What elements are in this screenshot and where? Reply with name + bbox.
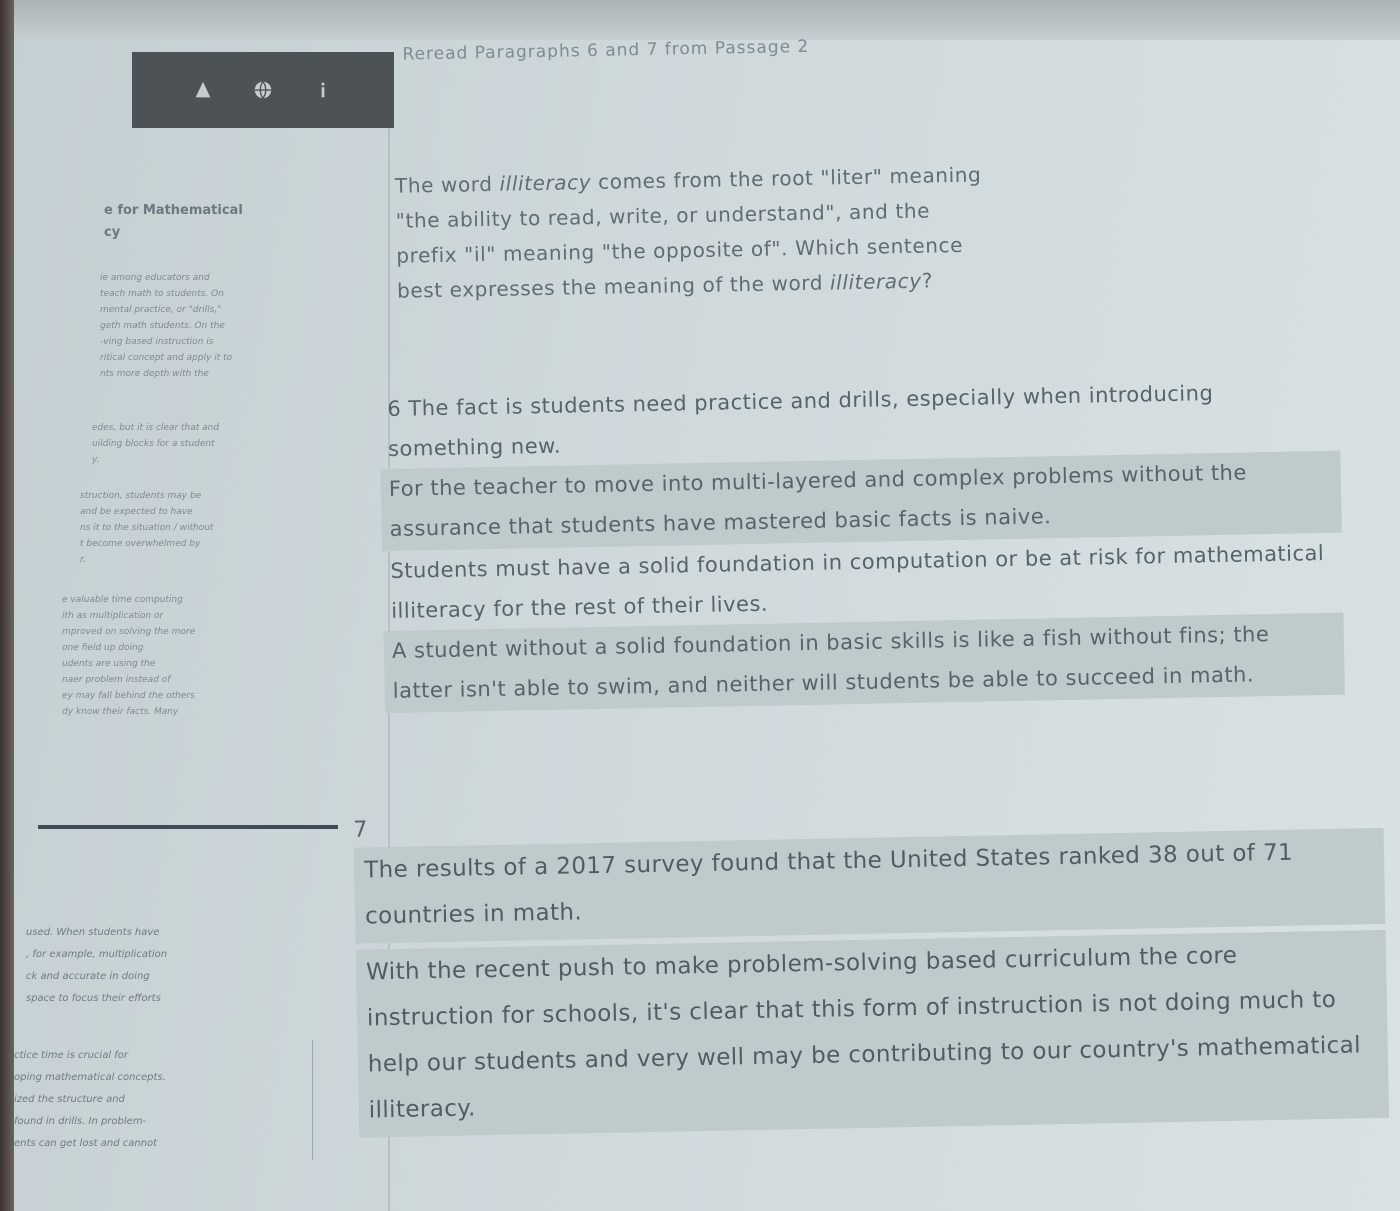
answer-sentence-3[interactable]: Students must have a solid foundation in computation or be at risk for mathematical illiteracy for the rest of their lives.: [390, 541, 1325, 623]
passage-line: struction, students may be: [80, 491, 202, 501]
passage-line: ents can get lost and cannot: [14, 1138, 158, 1149]
section-divider: [38, 825, 338, 829]
answer-sentence-1[interactable]: 6 The fact is students need practice and drills, especially when introducing something new.: [387, 381, 1214, 461]
device-bezel: [0, 0, 14, 1211]
passage-text-block: [26, 922, 286, 1010]
passage-line: space to focus their efforts: [26, 993, 161, 1004]
paragraph-6: [379, 371, 1345, 713]
question-panel: [330, 8, 1400, 1178]
passage-line: ie among educators and: [100, 273, 210, 283]
question-instruction: Reread Paragraphs 6 and 7 from Passage 2: [402, 36, 810, 65]
answer-sentence-4[interactable]: A student without a solid foundation in basic skills is like a fish without fins; the latter isn't able to swim, and neither will students be able to succeed in math.: [384, 613, 1345, 713]
question-text: comes from the root "liter" meaning "the ability to read, write, or understand", and the prefix "il" meaning "the opposite of". Which sentence best expresses the meaning of the word: [395, 162, 982, 303]
question-term: illiteracy: [829, 268, 922, 295]
passage-line: mental practice, or "drills,": [100, 305, 222, 315]
passage-line: -ving based instruction is: [100, 337, 214, 347]
passage-line: ck and accurate in doing: [26, 971, 150, 982]
passage-title-line: cy: [104, 225, 121, 240]
passage-line: oping mathematical concepts.: [14, 1072, 166, 1083]
passage-text-block: [92, 420, 302, 468]
passage-line: found in drills. In problem-: [14, 1116, 147, 1127]
passage-line: e valuable time computing: [62, 595, 183, 605]
globe-icon[interactable]: [248, 75, 278, 105]
passage-line: ctice time is crucial for: [14, 1050, 129, 1061]
question-term: illiteracy: [499, 170, 592, 196]
passage-title: [104, 200, 354, 244]
column-border: [312, 1040, 313, 1160]
answer-sentence-6[interactable]: With the recent push to make problem-solving based curriculum the core instruction for schools, it's clear that this form of instruction is not doing much to help our students and very well may be contributing to our country's mathematical illiteracy.: [356, 930, 1389, 1138]
question-text: ?: [921, 268, 934, 293]
passage-line: t become overwhelmed by: [80, 539, 201, 549]
passage-line: ey may fall behind the others: [62, 691, 195, 701]
question-text: The word: [394, 171, 500, 198]
answer-sentence-2[interactable]: For the teacher to move into multi-layered and complex problems without the assurance that students have mastered basic facts is naive.: [380, 451, 1341, 551]
passage-text-block: [80, 488, 290, 568]
passage-text-block: [62, 592, 272, 720]
passage-text-block: [14, 1045, 274, 1155]
passage-line: y.: [92, 455, 100, 465]
passage-line: ritical concept and apply it to: [100, 353, 233, 363]
passage-line: one field up doing: [62, 643, 144, 653]
passage-line: geth math students. On the: [100, 321, 225, 331]
passage-line: edes, but it is clear that and: [92, 423, 220, 433]
passage-line: ized the structure and: [14, 1094, 125, 1105]
paragraph-7: [354, 828, 1389, 1138]
passage-line: ith as multiplication or: [62, 611, 164, 621]
question-prompt: [395, 157, 998, 308]
passage-line: r.: [80, 555, 86, 565]
passage-line: uilding blocks for a student: [92, 439, 215, 449]
passage-title-line: e for Mathematical: [104, 203, 243, 218]
passage-line: , for example, multiplication: [26, 949, 168, 960]
paragraph-7-number: 7: [353, 817, 368, 843]
highlighter-icon[interactable]: [188, 75, 218, 105]
passage-line: used. When students have: [26, 927, 160, 938]
passage-line: and be expected to have: [80, 507, 193, 517]
passage-line: nts more depth with the: [100, 369, 209, 379]
passage-text-block: [100, 270, 310, 382]
passage-line: ns it to the situation / without: [80, 523, 214, 533]
passage-line: teach math to students. On: [100, 289, 224, 299]
passage-line: udents are using the: [62, 659, 156, 669]
answer-sentence-5[interactable]: The results of a 2017 survey found that the United States ranked 38 out of 71 countries in math.: [354, 828, 1386, 944]
passage-line: naer problem instead of: [62, 675, 171, 685]
passage-line: dy know their facts. Many: [62, 707, 179, 717]
passage-line: mproved on solving the more: [62, 627, 196, 637]
